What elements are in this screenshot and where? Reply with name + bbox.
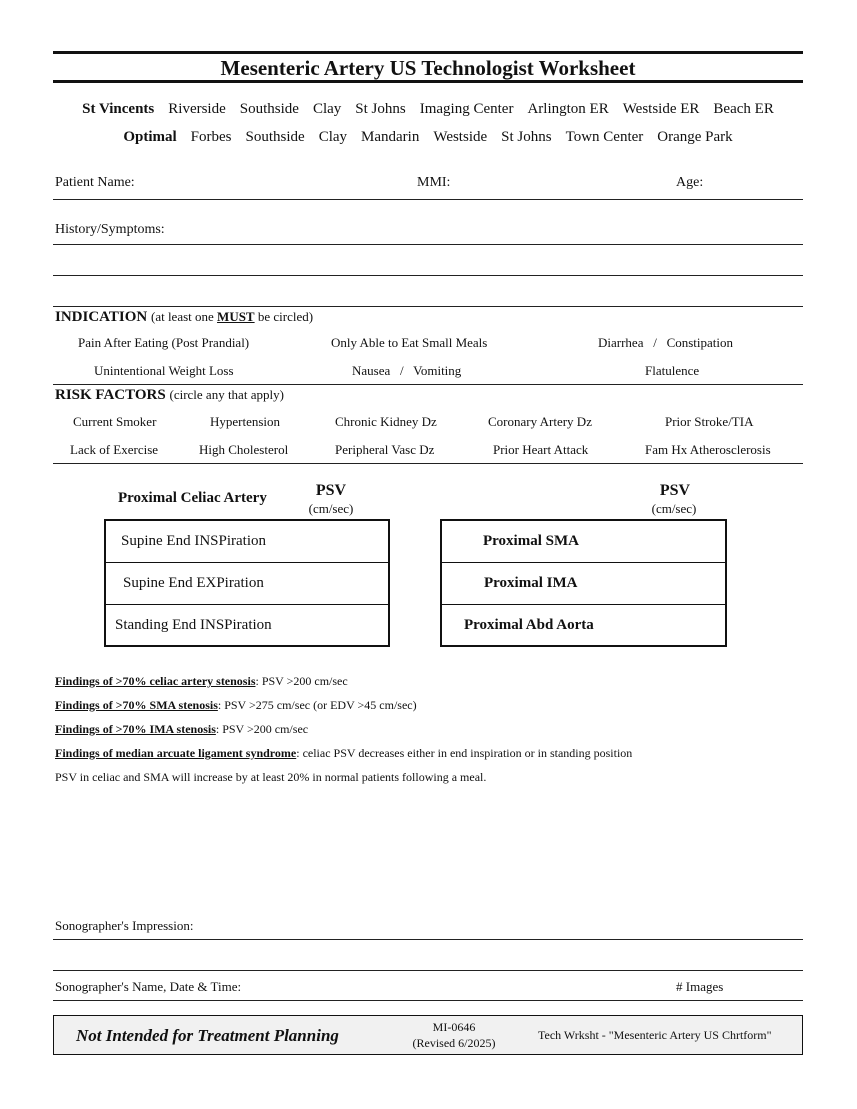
finding-ima: Findings of >70% IMA stenosis: PSV >200 cm/sec <box>55 722 309 736</box>
location-option[interactable]: Town Center <box>565 129 644 145</box>
location-option[interactable]: Southside <box>245 129 305 145</box>
risk-factor-option[interactable]: Prior Heart Attack <box>493 442 589 457</box>
impression-line-1[interactable] <box>53 939 803 940</box>
age-label: Age: <box>676 175 704 190</box>
patient-field-line[interactable] <box>53 199 803 200</box>
celiac-unit-header: (cm/sec) <box>308 501 354 516</box>
worksheet-name: Tech Wrksht - "Mesenteric Artery US Chrtform" <box>538 1028 772 1042</box>
page-title: Mesenteric Artery US Technologist Worksheet <box>220 56 636 80</box>
location-group-optimal[interactable]: Optimal <box>123 129 177 145</box>
sonographer-line[interactable] <box>53 1000 803 1001</box>
location-option[interactable]: Southside <box>239 101 299 117</box>
celiac-psv-header: PSV <box>315 482 347 499</box>
impression-line-2[interactable] <box>53 970 803 971</box>
mmi-label: MMI: <box>417 175 451 190</box>
indication-option[interactable]: Unintentional Weight Loss <box>94 363 234 378</box>
title-top-rule <box>53 51 803 54</box>
location-option[interactable]: Westside ER <box>622 101 700 117</box>
risk-factor-option[interactable]: Fam Hx Atherosclerosis <box>645 442 771 457</box>
patient-name-label: Patient Name: <box>55 175 135 190</box>
location-option[interactable]: Clay <box>318 129 348 145</box>
risk-factors-heading: RISK FACTORS (circle any that apply) <box>55 387 284 403</box>
celiac-table <box>104 519 390 647</box>
location-option[interactable]: St Johns <box>501 129 552 145</box>
location-option[interactable]: Mandarin <box>361 129 420 145</box>
location-option[interactable]: Riverside <box>168 101 226 117</box>
risk-factor-option[interactable]: Chronic Kidney Dz <box>335 414 437 429</box>
location-option[interactable]: Clay <box>312 101 342 117</box>
locations-row-1 <box>53 101 803 118</box>
celiac-row[interactable]: Supine End INSPiration <box>106 521 388 563</box>
revision-date: (Revised 6/2025) <box>412 1036 496 1050</box>
location-group-st-vincents[interactable]: St Vincents <box>82 101 155 117</box>
vessel-table <box>440 519 727 647</box>
indication-heading: INDICATION (at least one MUST be circled) <box>55 309 314 325</box>
location-option[interactable]: St Johns <box>355 101 406 117</box>
form-code <box>384 1019 524 1051</box>
risk-factor-option[interactable]: Current Smoker <box>73 414 157 429</box>
indication-option[interactable]: Pain After Eating (Post Prandial) <box>78 335 250 350</box>
location-option[interactable]: Orange Park <box>657 129 733 145</box>
celiac-row[interactable]: Standing End INSPiration <box>115 617 272 633</box>
vessel-unit-header: (cm/sec) <box>651 501 697 516</box>
location-option[interactable]: Beach ER <box>713 101 774 117</box>
location-option[interactable]: Arlington ER <box>527 101 609 117</box>
location-option[interactable]: Forbes <box>190 129 232 145</box>
vessel-row[interactable]: Proximal SMA <box>442 521 725 563</box>
finding-sma: Findings of >70% SMA stenosis: PSV >275 cm/sec (or EDV >45 cm/sec) <box>55 698 417 712</box>
impression-label: Sonographer's Impression: <box>55 918 194 933</box>
not-intended-notice: Not Intended for Treatment Planning <box>76 1026 339 1045</box>
title-bottom-rule <box>53 80 803 83</box>
celiac-table-title: Proximal Celiac Artery <box>118 490 267 506</box>
risk-factor-option[interactable]: Hypertension <box>210 414 281 429</box>
risk-factor-option[interactable]: Lack of Exercise <box>70 442 159 457</box>
indication-option[interactable]: Flatulence <box>645 363 700 378</box>
vessel-psv-header: PSV <box>659 482 691 499</box>
location-option[interactable]: Westside <box>433 129 488 145</box>
history-line-2[interactable] <box>53 275 803 276</box>
vessel-row[interactable]: Proximal Abd Aorta <box>464 617 594 633</box>
locations-row-2 <box>53 129 803 146</box>
divider <box>53 463 803 464</box>
finding-mals: Findings of median arcuate ligament syndrome: celiac PSV decreases either in end inspiration or in standing position <box>55 746 633 760</box>
images-count-label: # Images <box>676 979 724 994</box>
history-line-3[interactable] <box>53 306 803 307</box>
risk-factor-option[interactable]: High Cholesterol <box>199 442 289 457</box>
indication-option[interactable]: Nausea / Vomiting <box>352 363 462 378</box>
indication-option[interactable]: Only Able to Eat Small Meals <box>331 335 488 350</box>
vessel-row[interactable]: Proximal IMA <box>442 563 725 605</box>
sonographer-label: Sonographer's Name, Date & Time: <box>55 979 242 994</box>
risk-factor-option[interactable]: Prior Stroke/TIA <box>665 414 754 429</box>
location-option[interactable]: Imaging Center <box>419 101 514 117</box>
divider <box>53 384 803 385</box>
history-line-1[interactable] <box>53 244 803 245</box>
risk-factor-option[interactable]: Peripheral Vasc Dz <box>335 442 435 457</box>
finding-celiac: Findings of >70% celiac artery stenosis: PSV >200 cm/sec <box>55 674 348 688</box>
footer-box <box>53 1015 803 1055</box>
meal-note: PSV in celiac and SMA will increase by at least 20% in normal patients following a meal. <box>55 770 487 784</box>
history-label: History/Symptoms: <box>55 222 165 237</box>
form-number: MI-0646 <box>432 1020 476 1034</box>
risk-factor-option[interactable]: Coronary Artery Dz <box>488 414 592 429</box>
indication-option[interactable]: Diarrhea / Constipation <box>598 335 734 350</box>
celiac-row[interactable]: Supine End EXPiration <box>106 563 388 605</box>
